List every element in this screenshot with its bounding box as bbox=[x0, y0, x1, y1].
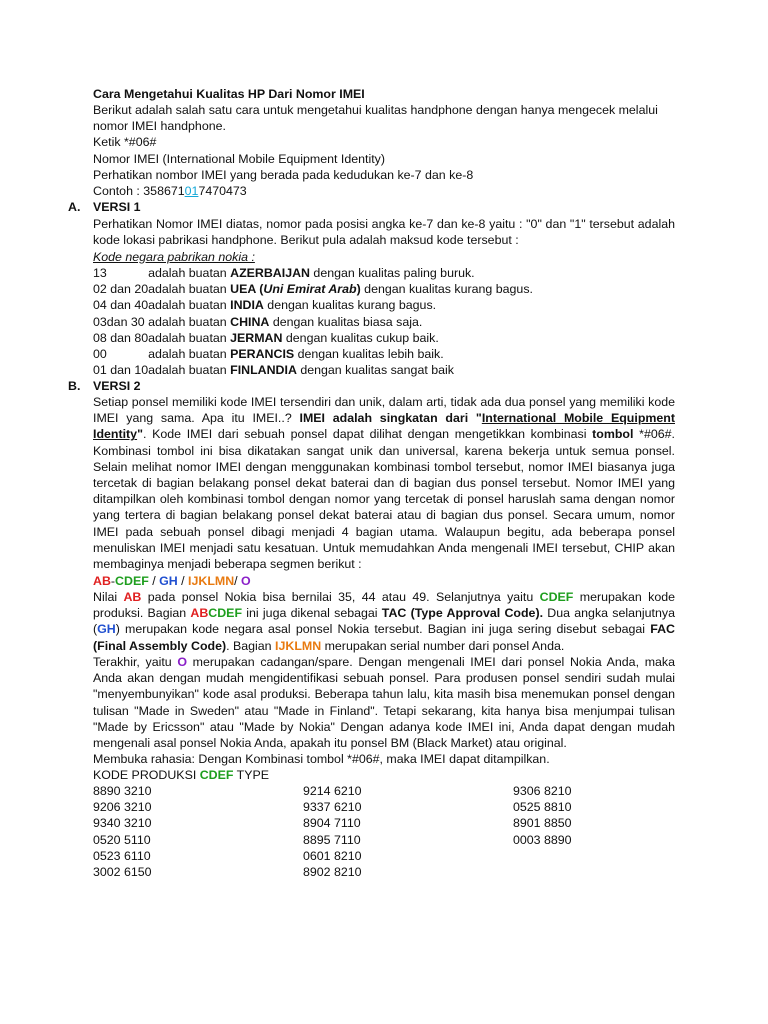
intro-ketik: Ketik *#06# bbox=[93, 135, 157, 149]
intro-line-1: Berikut adalah salah satu cara untuk mengetahui kualitas handphone dengan hanya mengecek melalui bbox=[93, 103, 658, 117]
intro-contoh: Contoh : 358671017470473 bbox=[93, 184, 247, 198]
table-row: 03dan 30 adalah buatan CHINA dengan kualitas biasa saja. bbox=[93, 314, 423, 329]
page-title: Cara Mengetahui Kualitas HP Dari Nomor IMEI bbox=[93, 87, 365, 101]
versi2-paragraph-2: Nilai AB pada ponsel Nokia bisa bernilai 35, 44 atau 49. Selanjutnya yaitu CDEF merupakan kode produksi. Bagian ABCDEF ini juga dikenal sebagai TAC (Type Approval Code). Dua angka selanjutnya (GH) merupakan kode negara asal ponsel Nokia tersebut. Bagian ini juga sering disebut sebagai FAC (Final Assembly Code). Bagian IJKLMN merupakan serial number dari ponsel Anda. bbox=[93, 590, 675, 653]
kode-produksi-heading: KODE PRODUKSI CDEF TYPE bbox=[93, 768, 270, 782]
table-row: 01 dan 10 adalah buatan FINLANDIA dengan kualitas sangat baik bbox=[93, 363, 454, 378]
production-code-table bbox=[93, 783, 593, 880]
table-row: 13 adalah buatan AZERBAIJAN dengan kualitas paling buruk. bbox=[93, 266, 475, 280]
intro-nomor: Nomor IMEI (International Mobile Equipment Identity) bbox=[93, 152, 385, 166]
country-code-table bbox=[93, 265, 533, 378]
intro-perhatikan: Perhatikan nombor IMEI yang berada pada kedudukan ke-7 dan ke-8 bbox=[93, 168, 474, 182]
table-row: 0523 6110 0601 8210 bbox=[93, 848, 362, 863]
table-row: 9340 3210 8904 7110 8901 8850 bbox=[93, 816, 572, 831]
versi2-paragraph-3: Terakhir, yaitu O merupakan cadangan/spare. Dengan mengenali IMEI dari ponsel Nokia Anda, maka Anda akan dengan mudah mengidentifikasi sebuah ponsel. Para produsen ponsel sendiri sudah mulai "menyembunyikan" kode asal produksi. Beberapa tahun lalu, kita masih bisa menemukan ponsel dengan tulisan "Made in Sweden" atau "Made in Finland". Tetapi sekarang, kita hanya bisa menjumpai tulisan "Made by Ericsson" atau "Made by Nokia" Dengan adanya kode IMEI ini, Anda dapat dengan mudah mengenali asal ponsel Nokia Anda, apakah itu ponsel BM (Black Market) atau original. bbox=[93, 655, 675, 751]
versi2-paragraph-4: Membuka rahasia: Dengan Kombinasi tombol *#06#, maka IMEI dapat ditampilkan. bbox=[93, 752, 550, 766]
section-b-heading: B. VERSI 2 bbox=[68, 379, 141, 393]
table-row: 02 dan 20 adalah buatan UEA (Uni Emirat Arab) dengan kualitas kurang bagus. bbox=[93, 282, 533, 297]
table-row: 8890 3210 9214 6210 9306 8210 bbox=[93, 784, 572, 798]
highlight-digits: 01 bbox=[184, 184, 199, 198]
intro-line-2: nomor IMEI handphone. bbox=[93, 119, 226, 133]
table-row: 04 dan 40 adalah buatan INDIA dengan kualitas kurang bagus. bbox=[93, 298, 437, 313]
table-row: 08 dan 80 adalah buatan JERMAN dengan kualitas cukup baik. bbox=[93, 330, 439, 345]
table-row: 9206 3210 9337 6210 0525 8810 bbox=[93, 800, 572, 815]
kode-negara-label: Kode negara pabrikan nokia : bbox=[93, 250, 255, 264]
imei-segments: AB-CDEF / GH / IJKLMN/ O bbox=[93, 574, 251, 588]
table-row: 3002 6150 8902 8210 bbox=[93, 865, 362, 880]
table-row: 00 adalah buatan PERANCIS dengan kualitas lebih baik. bbox=[93, 347, 444, 362]
versi2-paragraph-1: Setiap ponsel memiliki kode IMEI tersendiri dan unik, dalam arti, tidak ada dua ponsel yang memiliki kode IMEI yang sama. Apa itu IMEI..? IMEI adalah singkatan dari "International Mobile Equipment Identity". Kode IMEI dari sebuah ponsel dapat dilihat dengan mengetikkan kombinasi tombol *#06#. Kombinasi tombol ini bisa dikatakan sangat unik dan universal, karena bekerja untuk semua ponsel. Selain melihat nomor IMEI dengan menggunakan kombinasi tombol tersebut, nomor IMEI biasanya juga tercetak di bagian belakang ponsel dekat baterai dan di bagian dus ponsel tersebut. Nomor IMEI yang ditampilkan oleh kombinasi tombol dengan nomor yang tercetak di ponsel haruslah sama dengan nomor yang tertera di bagian belakang ponsel dekat baterai atau di bagian dus ponsel. Secara umum, nomor IMEI pada sebuah ponsel dibagi menjadi 4 bagian utama. Walaupun begitu, ada beberapa ponsel menuliskan IMEI menjadi satu kesatuan. Untuk memudahkan Anda mengenali IMEI tersebut, CHIP akan membaginya menjadi beberapa segmen berikut : bbox=[93, 395, 675, 572]
table-row: 0520 5110 8895 7110 0003 8890 bbox=[93, 832, 572, 847]
section-a-heading: A. VERSI 1 bbox=[68, 200, 141, 214]
versi1-paragraph: Perhatikan Nomor IMEI diatas, nomor pada posisi angka ke-7 dan ke-8 yaitu : "0" dan "1" tersebut adalah kode lokasi pabrikasi handphone. Berikut pula adalah maksud kode tersebut : bbox=[93, 217, 675, 248]
